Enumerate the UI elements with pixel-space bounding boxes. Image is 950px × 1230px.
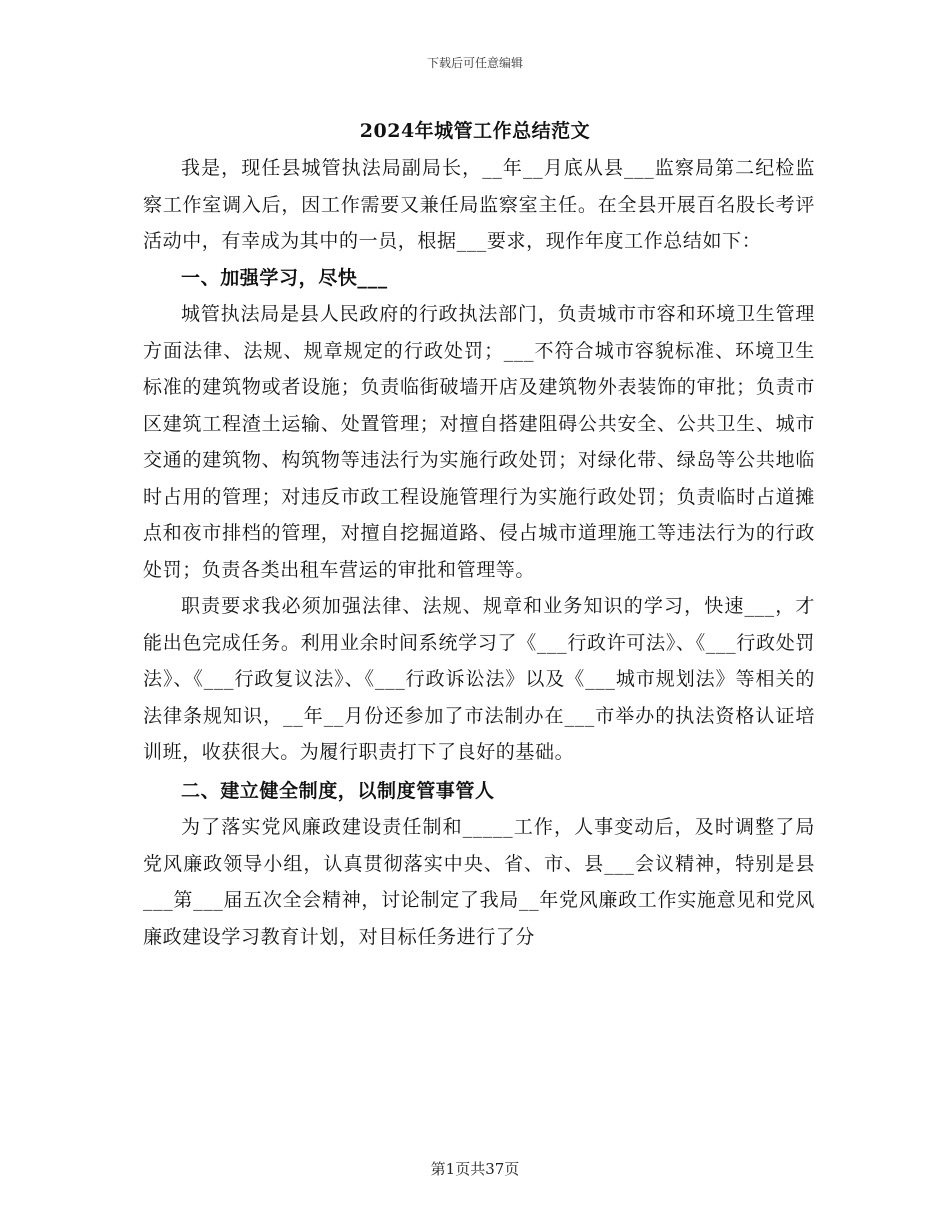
section-heading-2: 二、建立健全制度，以制度管事管人 bbox=[181, 779, 495, 802]
document-title: 2024年城管工作总结范文 bbox=[359, 120, 591, 142]
intro-paragraph: 我是，现任县城管执法局副局长，__年__月底从县___监察局第二纪检监察工作室调入后，因工作需要又兼任局监察室主任。在全县开展百名股长考评活动中，有幸成为其中的一员，根据___要求，现作年度工作总结如下： bbox=[143, 157, 815, 252]
duties-paragraph: 城管执法局是县人民政府的行政执法部门，负责城市市容和环境卫生管理方面法律、法规、规章规定的行政处罚；___不符合城市容貌标准、环境卫生标准的建筑物或者设施；负责临街破墙开店及建筑物外表装饰的审批；负责市区建筑工程渣土运输、处置管理；对擅自搭建阻碍公共安全、公共卫生、城市交通的建筑物、构筑物等违法行为实施行政处罚；对绿化带、绿岛等公共地临时占用的管理；对违反市政工程设施管理行为实施行政处罚；负责临时占道摊点和夜市排档的管理，对擅自挖掘道路、侵占城市道理施工等违法行为的行政处罚；负责各类出租车营运的审批和管理等。 bbox=[143, 303, 815, 581]
section-heading-1: 一、加强学习，尽快___ bbox=[181, 266, 388, 289]
system-paragraph: 为了落实党风廉政建设责任制和_____工作，人事变动后，及时调整了局党风廉政领导小组，认真贯彻落实中央、省、市、县___会议精神，特别是县___第___届五次全会精神，讨论制定了我局__年党风廉政工作实施意见和党风廉政建设学习教育计划，对目标任务进行了分 bbox=[143, 816, 815, 948]
page-header-note: 下载后可任意编辑 bbox=[426, 56, 523, 70]
study-paragraph: 职责要求我必须加强法律、法规、规章和业务知识的学习，快速___，才能出色完成任务。利用业余时间系统学习了《___行政许可法》、《___行政处罚法》、《___行政复议法》、《___行政诉讼法》以及《___城市规划法》等相关的法律条规知识，__年__月份还参加了市法制办在___市举办的执法资格认证培训班，收获很大。为履行职责打下了良好的基础。 bbox=[143, 595, 815, 763]
document-body bbox=[143, 150, 815, 955]
page-number: 第1页共37页 bbox=[430, 1160, 520, 1178]
